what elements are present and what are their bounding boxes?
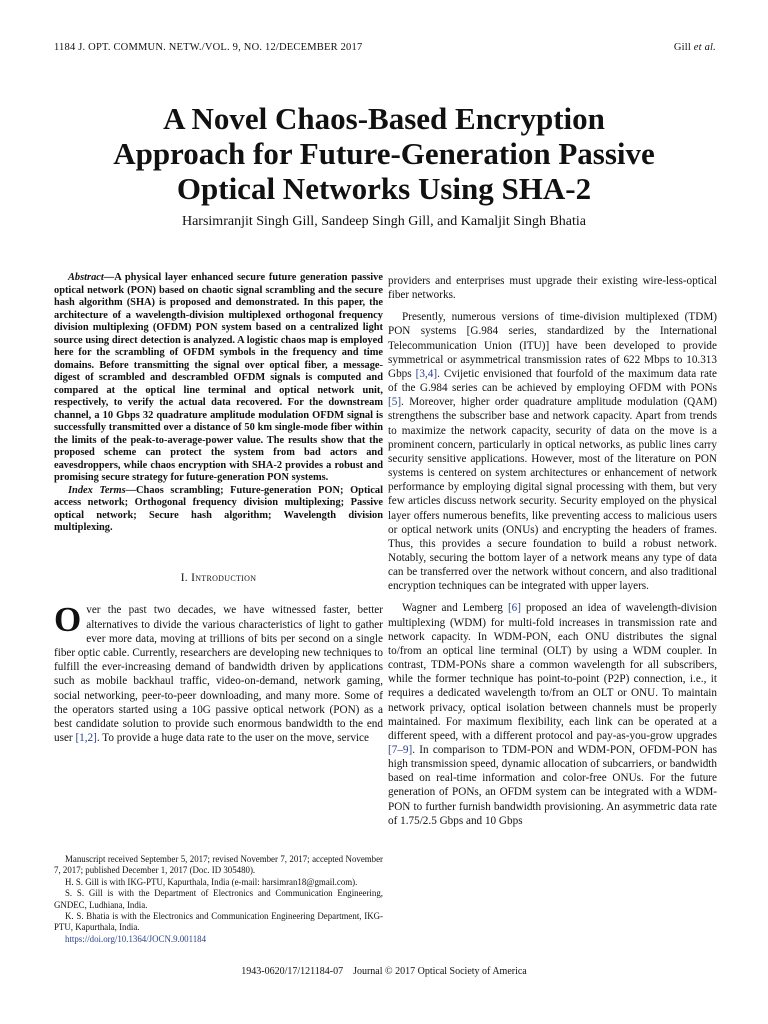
citation-link[interactable]: [5] [388, 396, 402, 409]
index-terms [54, 485, 383, 535]
citation-link[interactable]: [6] [507, 602, 521, 615]
abstract [54, 272, 383, 485]
title-line-2: Approach for Future-Generation Passive [113, 136, 655, 171]
body-paragraph [388, 601, 717, 828]
abstract-text: —A physical layer enhanced secure future generation passive optical network (PON) based on chaotic signal scrambling and the secure hash algorithm (SHA) is proposed and demonstrated. In this paper, the architecture of a wavelength-division multiplexed orthogonal frequency division multiplexing (OFDM) PON system based on a centralized light source using direct detection is analyzed. A logistic chaos map is employed here for the scrambling of OFDM symbols in the frequency and time domains. Before transmitting the signal over optical fiber, a message-digest of scrambled and descrambled OFDM signals is computed and compared at the optical line terminal and optical network unit, respectively, to verify the actual data recovered. For the downstream channel, a 10 Gbps 32 quadrature amplitude modulation OFDM signal is successfully transmitted over a distance of 50 km single-mode fiber within the limits of the peak-to-average-power value. The results show that the proposed scheme can protect the system from bad actors and eavesdroppers, while chaos encryption with SHA-2 provides a robust and promising secure strategy for future-generation PON systems. [54, 272, 383, 483]
doi-link[interactable]: https://doi.org/10.1364/JOCN.9.001184 [65, 933, 207, 944]
header-author: Gill [673, 42, 694, 53]
body-text: . Moreover, higher order quadrature amplitude modulation (QAM) strengthens the subscriber base and network capacity. Apart from trends to maximize the network capacity, security of data on the move is a prominent concern, particularly in optical networks, as public lines carry security sensitive applications. However, most of the literature on PON systems is centered on system architectures or enhancement of network performance by employing digital signal processing with them, but very few articles discuss network security. Security employed on the physical layer offers numerous benefits, like preventing access to malicious users or optical network units (ONUs) and encrypting the headers of frames. Thus, this provides a secure foundation to build a robust network. Notably, securing the bottom layer of a network means any type of data can be transferred over the network without concern, and also traditional encryption techniques can be integrated with upper layers. [388, 396, 717, 593]
footnotes [54, 854, 383, 945]
citation-link[interactable]: [7–9] [388, 744, 413, 756]
citation-link[interactable]: [1,2] [75, 732, 97, 745]
body-text: . In comparison to TDM-PON and WDM-PON, OFDM-PON has high transmission speed, dynamic allocation of subcarriers, or bandwidth based on real-time information and color-free ONUs. For the future generation of PONs, an OFDM system can be integrated with a WDM-PON to further furnish bandwidth provisioning. An asymmetric data rate of 1.75/2.5 Gbps and 10 Gbps [388, 744, 717, 827]
footnote-manuscript: Manuscript received September 5, 2017; revised November 7, 2017; accepted November 7, 2017; published December 1, 2017 (Doc. ID 305480). [54, 854, 383, 876]
index-terms-label: Index Terms [68, 484, 126, 496]
right-column [388, 274, 717, 828]
intro-text-end: . To provide a huge data rate to the user on the move, service [96, 732, 369, 745]
index-terms-text: —Chaos scrambling; Future-generation PON; Optical access network; Orthogonal frequency division multiplexing; Passive optical network; Secure hash algorithm; Wavelength division multiplexing. [54, 484, 383, 533]
left-column [54, 272, 383, 745]
doi-link-line [54, 934, 383, 945]
citation-link[interactable]: [3,4] [415, 367, 438, 380]
footnote-author-1: H. S. Gill is with IKG-PTU, Kapurthala, India (e-mail: harsimran18@gmail.com). [65, 876, 358, 887]
header-etal: et al. [693, 42, 716, 53]
title-line-1: A Novel Chaos-Based Encryption [163, 101, 605, 136]
paper-title [0, 101, 768, 206]
running-header-right [674, 42, 716, 53]
body-text: . Cvijetic envisioned that fourfold of the maximum data rate of the G.984 series can be achieved by employing OFDM with PONs [388, 367, 718, 395]
body-text: Wagner and Lemberg [402, 602, 508, 615]
abstract-label: Abstract [68, 272, 104, 283]
body-text: Presently, numerous versions of time-division multiplexed (TDM) PON systems [G.984 series, standardized by the International Telecommunication Union (ITU)] have been developed to provide symmetrical or asymmetrical transmission rates of 622 Mbps to 10.313 Gbps [388, 311, 717, 380]
intro-text: ver the past two decades, we have witnessed faster, better alternatives to divide the various characteristics of light to gather ever more data, moving at trillions of bits per second on a single fiber optic cable. Currently, researchers are developing new techniques to fulfill the ever-increasing demand of bandwidth driven by applications such as mobile backhaul traffic, video-on-demand, network gaming, social networking, peer-to-peer downloading, and many more. Some of the operators started using a 10G passive optical network (PON) as a best candidate solution to provide such enormous bandwidth to the end user [54, 604, 383, 745]
page-footer: 1943-0620/17/121184-07 Journal © 2017 Optical Society of America [241, 966, 527, 977]
intro-paragraph [54, 600, 383, 745]
footnote-author-3: K. S. Bhatia is with the Electronics and Communication Engineering Department, IKG-PTU, Kapurthala, India. [54, 911, 383, 933]
section-number: I. [180, 571, 192, 584]
footnote-author-2: S. S. Gill is with the Department of Electronics and Communication Engineering, GNDEC, Ludhiana, India. [54, 888, 383, 910]
drop-cap: O [54, 600, 82, 640]
body-paragraph: providers and enterprises must upgrade their existing wire-less-optical fiber networks. [388, 275, 717, 302]
section-heading [54, 572, 383, 586]
body-text: proposed an idea of wavelength-division multiplexing (WDM) for multi-fold increases in transmission rate and network capacity. In WDM-PON, each ONU distributes the signal to/from an optical line terminal (OLT) by using a WDM coupler. In contrast, TDM-PONs share a common wavelength for all subscribers, while the former technique has point-to-point (P2P) connection, i.e., it requires a dedicated wavelength to/from an OLT or ONU. To maintain network privacy, optical isolation between channels must be properly maintained. For maximum flexibility, each link can be operated at a different speed, with a different protocol and pay-as-you-grow upgrades [388, 602, 718, 742]
section-title: Introduction [191, 571, 257, 584]
title-line-3: Optical Networks Using SHA-2 [176, 171, 592, 206]
body-paragraph [388, 310, 717, 593]
author-list: Harsimranjit Singh Gill, Sandeep Singh Gill, and Kamaljit Singh Bhatia [181, 214, 587, 229]
running-header-left: 1184 J. OPT. COMMUN. NETW./VOL. 9, NO. 12/DECEMBER 2017 [54, 42, 363, 53]
